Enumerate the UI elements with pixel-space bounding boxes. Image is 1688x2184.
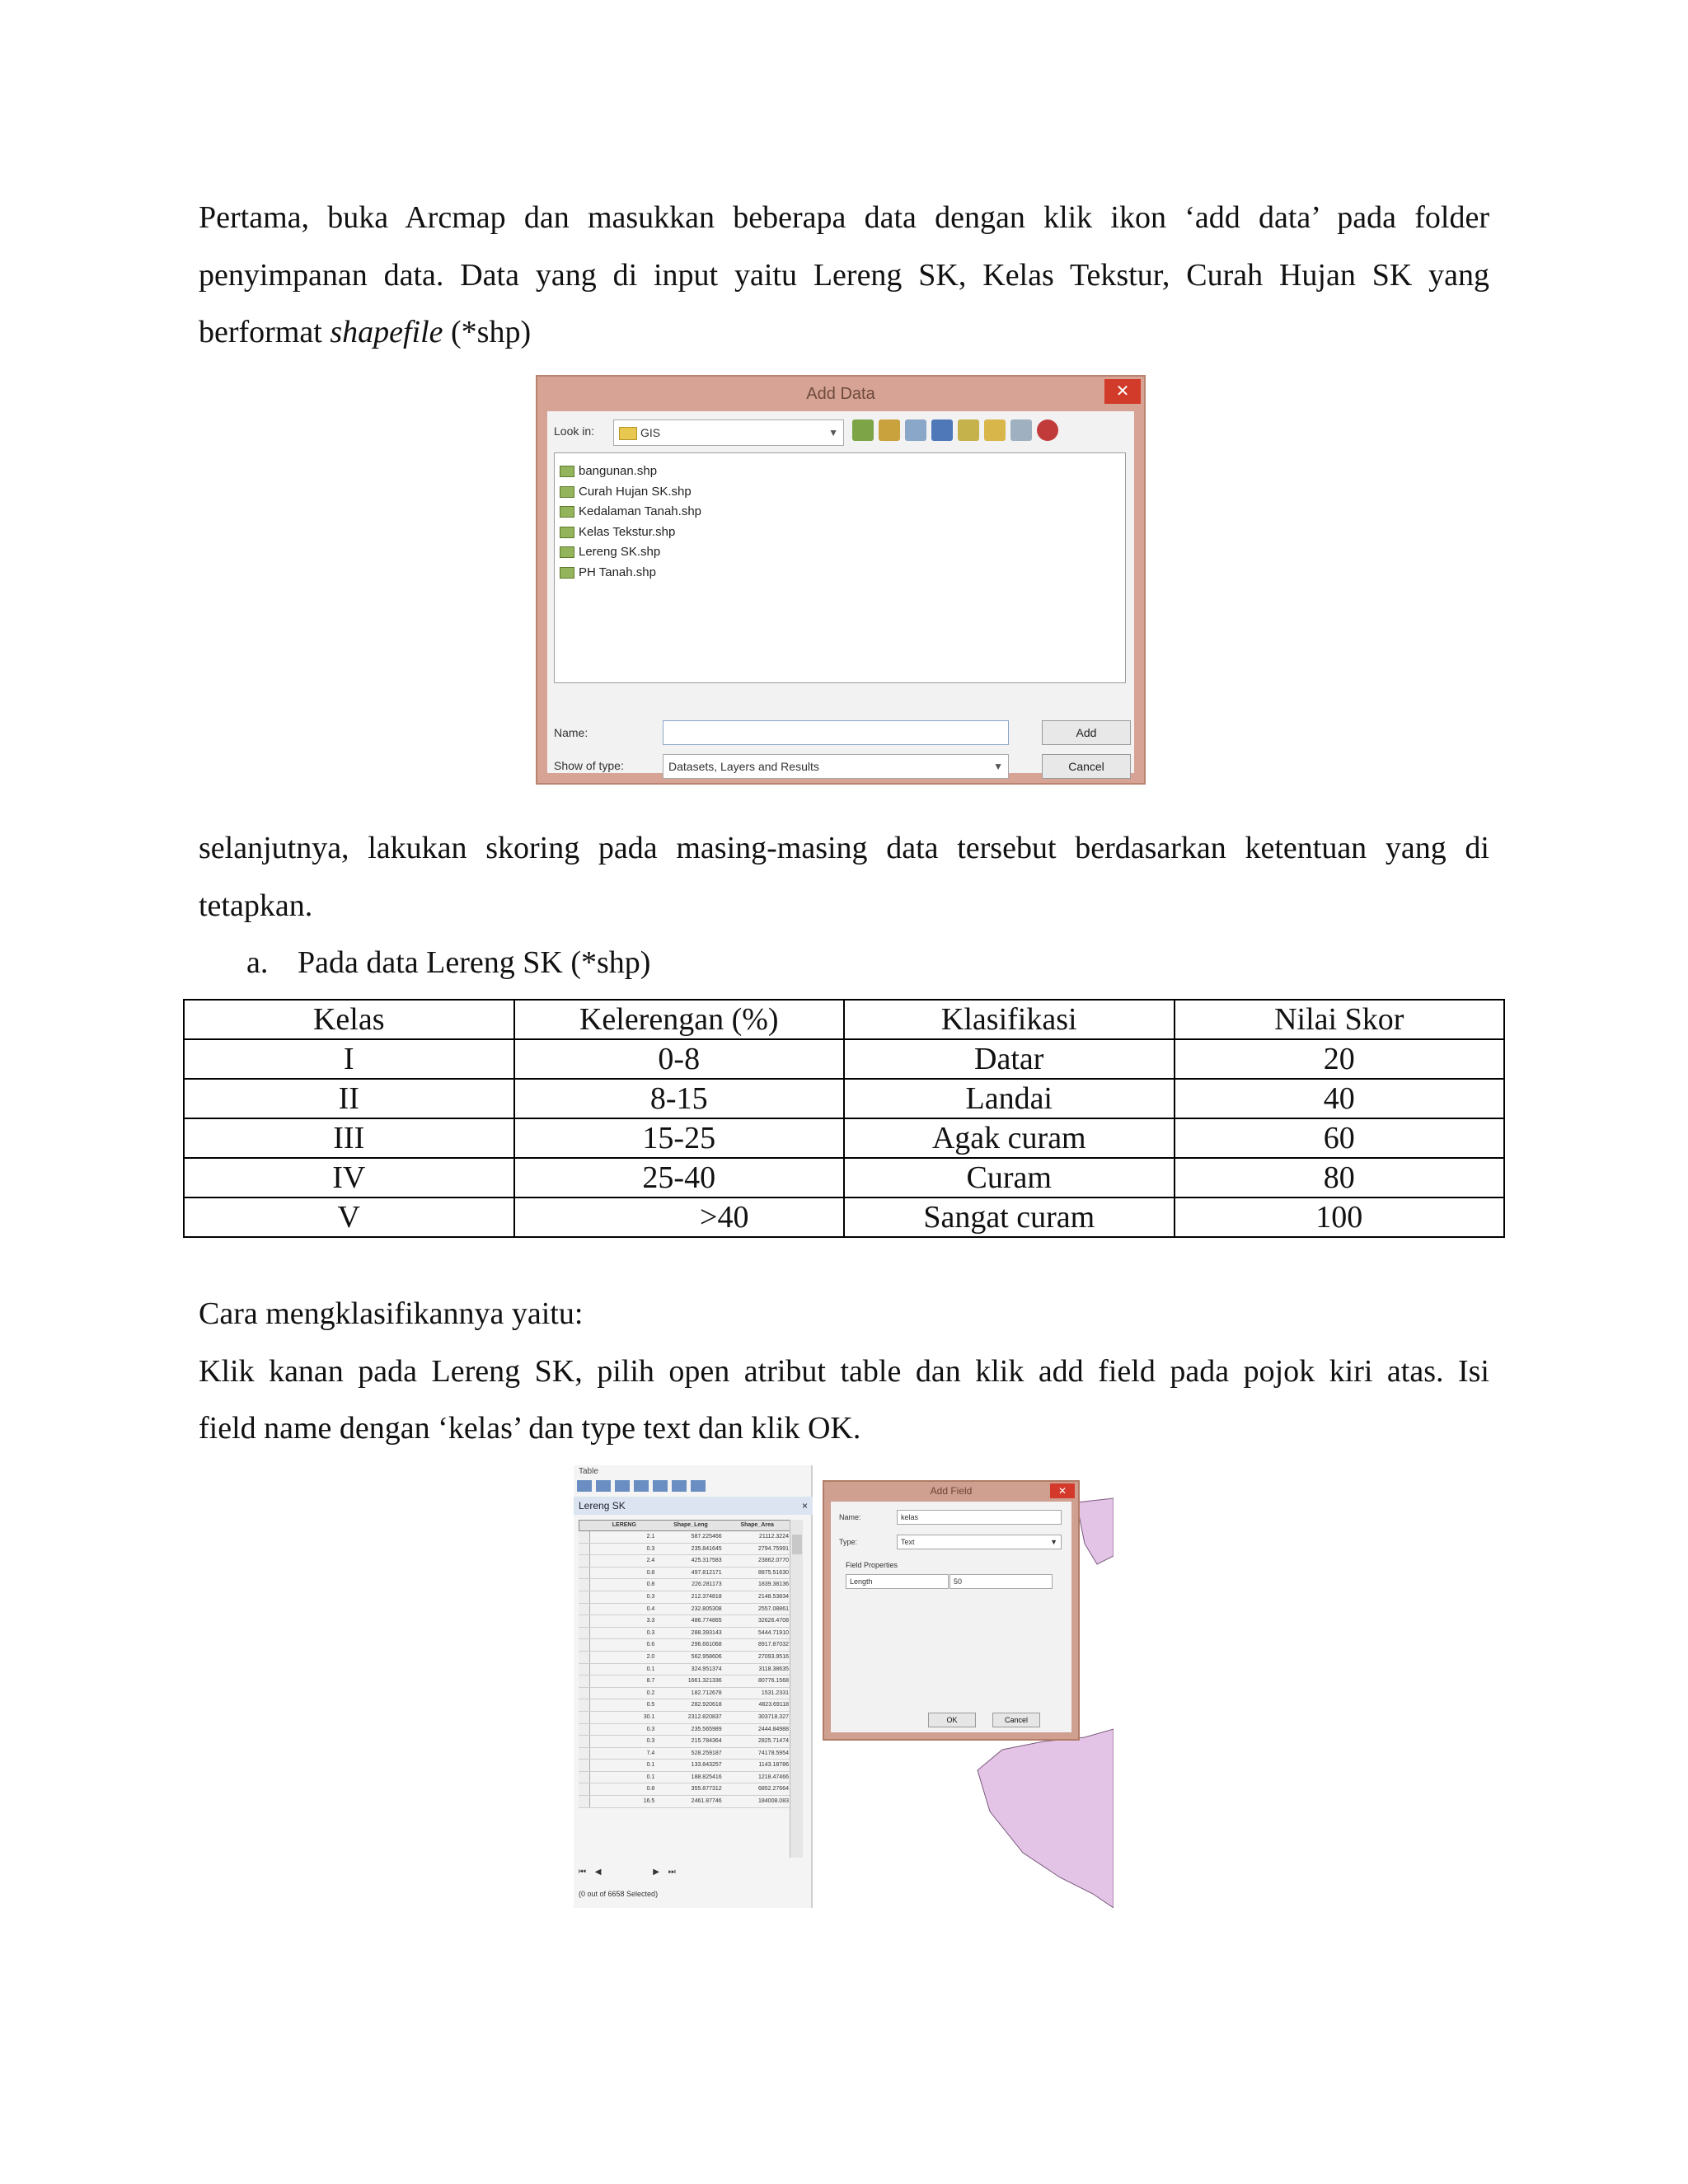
show-type-value: Datasets, Layers and Results — [668, 760, 819, 773]
grid-cell: 21112.3224 — [759, 1534, 789, 1540]
table-window-title: Table — [579, 1467, 598, 1476]
chevron-down-icon: ▼ — [993, 761, 1003, 772]
first-record-icon[interactable]: ⏮ — [579, 1868, 586, 1877]
table-cell: 8-15 — [514, 1079, 845, 1118]
map-polygon — [978, 1729, 1114, 1908]
row-selector[interactable] — [579, 1736, 590, 1747]
file-name: Lereng SK.shp — [579, 545, 661, 559]
add-field-icon[interactable] — [596, 1480, 611, 1492]
row-selector[interactable] — [579, 1724, 590, 1736]
shapefile-icon — [560, 466, 574, 477]
delete-icon[interactable] — [691, 1480, 706, 1492]
grid-cell: 235.565989 — [691, 1726, 722, 1732]
field-type-value: Text — [901, 1538, 915, 1546]
row-selector[interactable] — [579, 1664, 590, 1675]
table-cell: V — [184, 1197, 514, 1237]
grid-cell: 188.825416 — [691, 1774, 722, 1780]
scoring-paragraph — [199, 820, 1489, 992]
record-navigator — [579, 1868, 801, 1884]
grid-cell: 2148.53834 — [758, 1593, 789, 1600]
table-row[interactable] — [579, 1591, 791, 1604]
grid-cell: 528.259187 — [691, 1750, 722, 1756]
table-row[interactable] — [579, 1652, 791, 1664]
map-polygon — [1076, 1498, 1114, 1564]
file-item[interactable] — [560, 523, 1120, 543]
grid-cell: 0.5 — [646, 1702, 655, 1708]
grid-body — [579, 1531, 791, 1808]
row-selector[interactable] — [579, 1652, 590, 1663]
table-cell: 40 — [1175, 1079, 1505, 1118]
prev-record-icon[interactable]: ◀ — [594, 1868, 602, 1877]
grid-cell: 0.6 — [646, 1642, 655, 1648]
cancel-button[interactable]: Cancel — [1042, 754, 1131, 779]
row-selector[interactable] — [579, 1568, 590, 1579]
clear-selection-icon[interactable] — [672, 1480, 687, 1492]
grid-cell: 182.712678 — [691, 1690, 722, 1696]
table-cell: III — [184, 1118, 514, 1158]
table-cell: Agak curam — [844, 1118, 1175, 1158]
grid-cell: 8917.87032 — [758, 1642, 789, 1648]
grid-cell: 8.7 — [646, 1678, 655, 1685]
table-row[interactable] — [579, 1712, 791, 1724]
instruction-line-2: Klik kanan pada Lereng SK, pilih open atribut table dan klik add field pada pojok kiri atas. Isi — [199, 1353, 1489, 1389]
home-icon[interactable] — [879, 419, 900, 441]
look-in-label: Look in: — [554, 424, 595, 438]
row-selector[interactable] — [579, 1531, 590, 1543]
grid-cell: 7.4 — [646, 1750, 655, 1756]
intro-line-3-end: (*shp) — [443, 315, 532, 349]
table-cell: 15-25 — [514, 1118, 845, 1158]
table-row[interactable] — [579, 1544, 791, 1556]
grid-cell: 1839.38136 — [758, 1582, 789, 1588]
row-selector[interactable] — [579, 1699, 590, 1711]
list-marker: a. — [246, 945, 269, 980]
switch-selection-icon[interactable] — [653, 1480, 668, 1492]
grid-cell: 235.841645 — [691, 1545, 722, 1552]
grid-header — [579, 1520, 791, 1531]
row-selector[interactable] — [579, 1783, 590, 1795]
grid-cell: 80776.1568 — [758, 1678, 789, 1685]
row-selector[interactable] — [579, 1688, 590, 1699]
vertical-scrollbar[interactable] — [790, 1520, 803, 1858]
grid-cell: 3118.38635 — [758, 1666, 789, 1672]
grid-cell: 0.8 — [646, 1569, 655, 1576]
table-cell: 100 — [1175, 1197, 1505, 1237]
table-options-icon[interactable] — [577, 1480, 592, 1492]
instruction-paragraph — [199, 1286, 1489, 1458]
table-row[interactable] — [579, 1568, 791, 1580]
list-item-a — [199, 935, 1489, 992]
table-cell: Curam — [844, 1158, 1175, 1197]
grid-cell: 0.3 — [646, 1629, 655, 1636]
grid-cell: 1661.321336 — [687, 1678, 722, 1685]
grid-cell: 296.661068 — [691, 1642, 722, 1648]
table-row[interactable] — [579, 1699, 791, 1712]
scoring-line-1: selanjutnya, lakukan skoring pada masing-masing data tersebut berdasarkan ketentuan yang di — [199, 831, 1489, 865]
scoring-line-2: tetapkan. — [199, 888, 313, 923]
connect-folder-icon[interactable] — [905, 419, 926, 441]
row-selector[interactable] — [579, 1760, 590, 1771]
catalog-icon[interactable] — [958, 419, 979, 441]
look-in-value: GIS — [640, 426, 661, 439]
grid-cell: 486.774865 — [691, 1618, 722, 1624]
file-name: Kedalaman Tanah.shp — [579, 504, 702, 518]
table-tab-title: Lereng SK — [579, 1500, 626, 1511]
grid-cell: 562.958606 — [691, 1653, 722, 1660]
file-item[interactable] — [560, 482, 1120, 503]
file-item[interactable] — [560, 462, 1120, 482]
table-header-row — [184, 1000, 1504, 1039]
table-row[interactable] — [579, 1724, 791, 1736]
grid-cell: 1143.18786 — [758, 1762, 789, 1769]
table-row[interactable] — [579, 1579, 791, 1591]
row-selector[interactable] — [579, 1748, 590, 1760]
shapefile-icon — [560, 527, 574, 538]
add-field-title: Add Field — [930, 1485, 973, 1497]
close-icon[interactable]: ✕ — [1050, 1483, 1075, 1498]
table-row — [184, 1039, 1504, 1079]
grid-cell: 215.784364 — [691, 1738, 722, 1745]
up-folder-icon[interactable] — [852, 419, 874, 441]
scroll-thumb[interactable] — [792, 1535, 802, 1554]
grid-cell: 0.1 — [646, 1666, 655, 1672]
table-row[interactable] — [579, 1628, 791, 1640]
grid-cell: 303718.327 — [758, 1713, 789, 1720]
intro-line-1: Pertama, buka Arcmap dan masukkan beberapa data dengan klik ikon ‘add data’ pada folder — [199, 200, 1489, 235]
grid-cell: 16.5 — [643, 1798, 655, 1805]
table-row — [184, 1158, 1504, 1197]
grid-cell: 32626.4708 — [758, 1618, 789, 1624]
table-row[interactable] — [579, 1531, 791, 1544]
row-selector[interactable] — [579, 1675, 590, 1687]
new-folder-icon[interactable] — [984, 419, 1006, 441]
grid-cell: 226.281173 — [692, 1582, 722, 1588]
length-value-input[interactable]: 50 — [950, 1574, 1053, 1589]
grid-cell: 3.3 — [646, 1618, 655, 1624]
attribute-table-screenshot — [574, 1465, 1114, 1908]
grid-cell: 425.317583 — [691, 1558, 722, 1564]
grid-cell: 4823.69118 — [758, 1702, 789, 1708]
intro-line-3-text: berformat — [199, 315, 331, 349]
file-name: PH Tanah.shp — [579, 565, 656, 579]
row-selector[interactable] — [579, 1796, 590, 1807]
grid-cell: 8875.51630 — [758, 1569, 789, 1576]
grid-cell: 2825.71474 — [758, 1738, 789, 1745]
table-row[interactable] — [579, 1736, 791, 1748]
length-property: Length — [846, 1574, 949, 1589]
grid-cell: 0.1 — [646, 1762, 655, 1769]
add-button[interactable]: Add — [1042, 720, 1131, 745]
intro-line-3 — [199, 304, 1489, 362]
table-row[interactable] — [579, 1604, 791, 1616]
row-selector[interactable] — [579, 1772, 590, 1783]
related-tables-icon[interactable] — [615, 1480, 630, 1492]
field-name-input[interactable]: kelas — [897, 1510, 1062, 1525]
next-record-icon[interactable]: ▶ — [653, 1868, 659, 1877]
row-selector[interactable] — [579, 1604, 590, 1615]
grid-cell: 2444.84988 — [758, 1726, 789, 1732]
file-name: Kelas Tekstur.shp — [579, 524, 676, 539]
table-cell: Sangat curam — [844, 1197, 1175, 1237]
table-row — [184, 1197, 1504, 1237]
table-cell: Datar — [844, 1039, 1175, 1079]
grid-cell: 497.812171 — [691, 1569, 722, 1576]
intro-line-2: penyimpanan data. Data yang di input yaitu Lereng SK, Kelas Tekstur, Curah Hujan SK yang — [199, 257, 1489, 293]
instruction-line-3: field name dengan ‘kelas’ dan type text dan klik OK. — [199, 1411, 861, 1446]
grid-cell: 355.877312 — [691, 1786, 722, 1793]
grid-cell: 232.805308 — [691, 1605, 722, 1612]
row-selector[interactable] — [579, 1639, 590, 1651]
table-row[interactable] — [579, 1760, 791, 1772]
show-type-label: Show of type: — [554, 759, 624, 772]
table-row[interactable] — [579, 1555, 791, 1568]
row-selector-header — [579, 1521, 591, 1530]
look-in-combo[interactable] — [613, 419, 844, 446]
table-row[interactable] — [579, 1664, 791, 1676]
table-tab[interactable] — [574, 1497, 813, 1515]
table-row — [184, 1118, 1504, 1158]
grid-cell: 1531.2331 — [761, 1690, 789, 1696]
grid-cell: 2.0 — [646, 1653, 655, 1660]
grid-cell: 1218.47466 — [758, 1774, 789, 1780]
shapefile-icon — [560, 546, 574, 558]
table-cell: IV — [184, 1158, 514, 1197]
stop-icon[interactable] — [1037, 419, 1058, 441]
file-name: bangunan.shp — [579, 464, 658, 478]
table-row[interactable] — [579, 1675, 791, 1688]
attribute-grid — [579, 1520, 791, 1808]
table-cell: II — [184, 1079, 514, 1118]
table-row[interactable] — [579, 1783, 791, 1796]
close-icon[interactable]: ✕ — [1104, 379, 1141, 404]
header-kelerengan: Kelerengan (%) — [514, 1000, 845, 1039]
select-by-attributes-icon[interactable] — [634, 1480, 649, 1492]
table-cell: 20 — [1175, 1039, 1505, 1079]
grid-cell: 0.3 — [646, 1545, 655, 1552]
chevron-down-icon: ▼ — [828, 427, 838, 438]
file-item[interactable] — [560, 502, 1120, 523]
table-cell: I — [184, 1039, 514, 1079]
grid-cell: 0.1 — [646, 1774, 655, 1780]
grid-cell: 27093.9516 — [758, 1653, 789, 1660]
grid-cell: 6852.27664 — [758, 1786, 789, 1793]
table-row[interactable] — [579, 1615, 791, 1628]
grid-cell: 2.4 — [646, 1558, 655, 1564]
column-header[interactable]: LERENG — [612, 1522, 636, 1528]
grid-cell: 212.374818 — [691, 1593, 722, 1600]
grid-cell: 2794.75991 — [758, 1545, 789, 1552]
show-type-select[interactable] — [663, 754, 1009, 779]
file-item[interactable] — [560, 563, 1120, 583]
file-list — [554, 452, 1126, 683]
file-item[interactable] — [560, 542, 1120, 563]
dialog-title: Add Data — [806, 385, 875, 403]
grid-cell: 0.4 — [646, 1605, 655, 1612]
name-input[interactable] — [663, 720, 1009, 745]
grid-cell: 2.1 — [646, 1534, 655, 1540]
grid-cell: 133.843257 — [691, 1762, 722, 1769]
grid-cell: 288.393143 — [691, 1629, 722, 1636]
last-record-icon[interactable]: ⏭ — [668, 1868, 676, 1877]
grid-cell: 0.8 — [646, 1582, 655, 1588]
header-klasifikasi: Klasifikasi — [844, 1000, 1175, 1039]
grid-cell: 0.8 — [646, 1786, 655, 1793]
chevron-down-icon: ▼ — [1050, 1538, 1057, 1546]
shapefile-icon — [560, 567, 574, 579]
name-label: Name: — [554, 726, 588, 739]
folder-icon — [619, 427, 637, 440]
row-selector[interactable] — [579, 1544, 590, 1555]
row-selector[interactable] — [579, 1579, 590, 1591]
table-cell: 80 — [1175, 1158, 1505, 1197]
table-cell: 0-8 — [514, 1039, 845, 1079]
grid-cell: 2461.87746 — [691, 1798, 722, 1805]
view-list-icon[interactable] — [931, 419, 953, 441]
grid-cell: 0.3 — [646, 1593, 655, 1600]
cancel-button[interactable]: Cancel — [992, 1713, 1040, 1727]
field-properties-label: Field Properties — [846, 1561, 898, 1569]
header-nilai-skor: Nilai Skor — [1175, 1000, 1505, 1039]
table-toolbar — [577, 1477, 799, 1495]
table-cell: 60 — [1175, 1118, 1505, 1158]
table-cell: 25-40 — [514, 1158, 845, 1197]
column-header[interactable]: Shape_Leng — [673, 1522, 708, 1528]
table-row[interactable] — [579, 1796, 791, 1808]
instruction-line-1: Cara mengklasifikannya yaitu: — [199, 1296, 584, 1331]
shapefile-icon — [560, 486, 574, 498]
grid-cell: 5444.71910 — [758, 1629, 789, 1636]
header-kelas: Kelas — [184, 1000, 514, 1039]
row-selector[interactable] — [579, 1555, 590, 1567]
field-name-label: Name: — [839, 1513, 861, 1521]
grid-cell: 2557.08861 — [758, 1605, 789, 1612]
shapefile-icon — [560, 506, 574, 518]
grid-cell: 23862.0770 — [758, 1558, 789, 1564]
selection-status: (0 out of 6658 Selected) — [579, 1890, 659, 1898]
file-name: Curah Hujan SK.shp — [579, 484, 692, 499]
grid-cell: 0.3 — [646, 1726, 655, 1732]
grid-cell: 282.920618 — [691, 1702, 722, 1708]
grid-cell: 184008.083 — [758, 1798, 789, 1805]
row-selector[interactable] — [579, 1712, 590, 1723]
row-selector[interactable] — [579, 1615, 590, 1627]
row-selector[interactable] — [579, 1591, 590, 1603]
table-row[interactable] — [579, 1688, 791, 1700]
grid-cell: 587.225466 — [691, 1534, 722, 1540]
table-row[interactable] — [579, 1639, 791, 1652]
dialog-toolbar — [852, 419, 1058, 441]
close-icon[interactable]: × — [801, 1500, 808, 1511]
slope-score-table — [183, 999, 1505, 1238]
grid-cell: 324.951374 — [691, 1666, 722, 1672]
grid-cell: 2312.820837 — [687, 1713, 722, 1720]
table-row — [184, 1079, 1504, 1118]
intro-paragraph — [199, 190, 1489, 362]
tools-icon[interactable] — [1010, 419, 1032, 441]
field-type-select[interactable] — [897, 1535, 1062, 1549]
shapefile-term: shapefile — [330, 315, 443, 349]
table-row[interactable] — [579, 1772, 791, 1784]
list-item-text: Pada data Lereng SK (*shp) — [298, 945, 651, 980]
add-data-dialog — [536, 375, 1146, 785]
ok-button[interactable]: OK — [928, 1713, 976, 1727]
grid-cell: 74178.5954 — [758, 1750, 789, 1756]
field-type-label: Type: — [839, 1538, 858, 1546]
grid-cell: 0.3 — [646, 1738, 655, 1745]
attribute-table-window — [574, 1465, 813, 1908]
column-header[interactable]: Shape_Area — [740, 1522, 774, 1528]
table-cell: >40 — [514, 1197, 845, 1237]
row-selector[interactable] — [579, 1628, 590, 1639]
table-cell: Landai — [844, 1079, 1175, 1118]
table-row[interactable] — [579, 1748, 791, 1760]
add-field-dialog — [823, 1480, 1080, 1741]
grid-cell: 0.2 — [646, 1690, 655, 1696]
grid-cell: 30.1 — [643, 1713, 655, 1720]
